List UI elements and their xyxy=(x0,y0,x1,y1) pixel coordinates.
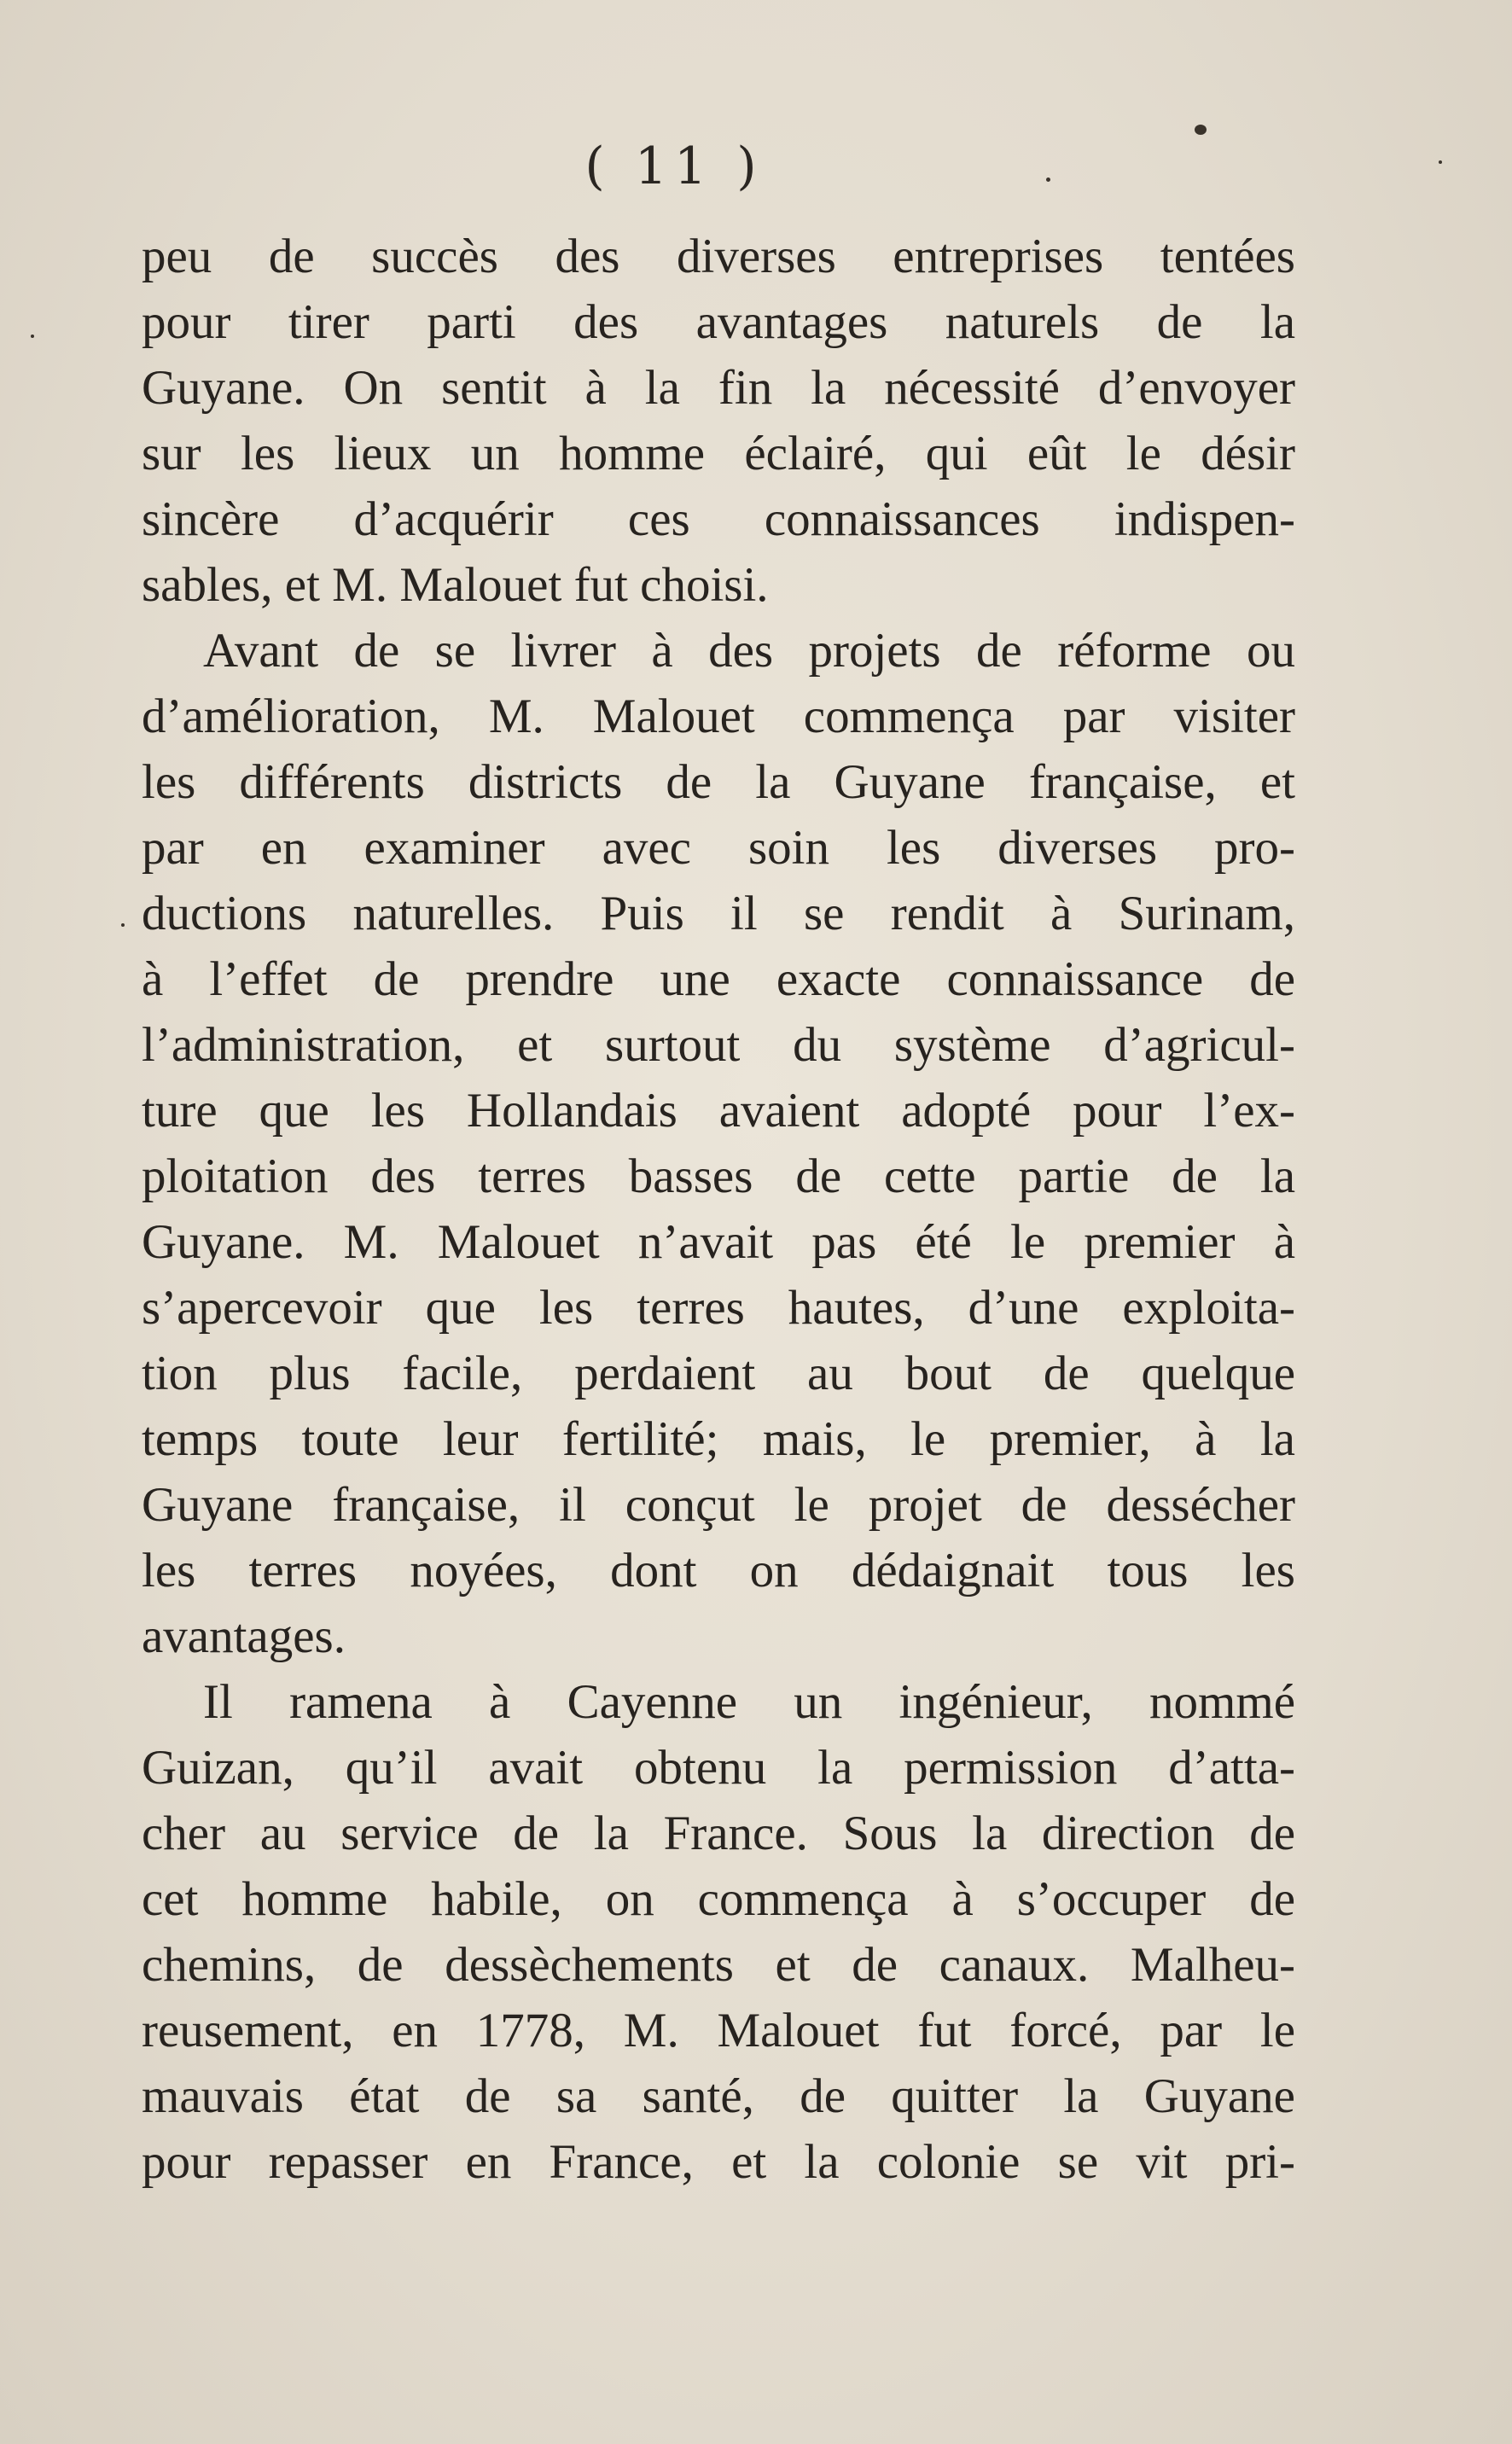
text-line: Il ramena à Cayenne un ingénieur, nommé xyxy=(203,1675,1295,1729)
text-line: Guyane. On sentit à la fin la nécessité d’envoyer xyxy=(142,361,1295,415)
text-line: tion plus facile, perdaient au bout de quelque xyxy=(142,1347,1295,1400)
ink-speck xyxy=(31,335,34,338)
text-line: ploitation des terres basses de cette partie de la xyxy=(142,1149,1295,1203)
text-line: ductions naturelles. Puis il se rendit à Surinam, xyxy=(142,887,1295,940)
text-line: s’apercevoir que les terres hautes, d’une exploita- xyxy=(142,1281,1295,1335)
page-number: ( 11 ) xyxy=(584,137,764,196)
ink-speck xyxy=(121,923,125,927)
text-line: Guizan, qu’il avait obtenu la permission d’atta- xyxy=(142,1741,1295,1795)
text-line: pour tirer parti des avantages naturels de la xyxy=(142,295,1295,349)
text-line: temps toute leur fertilité; mais, le premier, à la xyxy=(142,1412,1295,1466)
text-line: avantages. xyxy=(142,1609,346,1663)
text-line: peu de succès des diverses entreprises tentées xyxy=(142,230,1295,283)
text-line: sur les lieux un homme éclairé, qui eût le désir xyxy=(142,427,1295,480)
paragraph-2 xyxy=(142,618,1295,1669)
text-line: à l’effet de prendre une exacte connaissance de xyxy=(142,952,1295,1006)
text-line: par en examiner avec soin les diverses pro- xyxy=(142,821,1295,875)
ink-speck xyxy=(1439,160,1442,164)
text-line: cet homme habile, on commença à s’occuper de xyxy=(142,1872,1295,1926)
text-line: pour repasser en France, et la colonie se vit pri- xyxy=(142,2135,1295,2189)
ink-speck xyxy=(1195,125,1207,135)
paragraph-1 xyxy=(142,224,1295,618)
text-line: ture que les Hollandais avaient adopté pour l’ex- xyxy=(142,1084,1295,1138)
text-line: les terres noyées, dont on dédaignait tous les xyxy=(142,1544,1295,1597)
text-line: Avant de se livrer à des projets de réforme ou xyxy=(203,624,1295,678)
text-line: d’amélioration, M. Malouet commença par visiter xyxy=(142,690,1295,743)
text-line: sables, et M. Malouet fut choisi. xyxy=(142,558,769,612)
text-line: l’administration, et surtout du système d’agricul- xyxy=(142,1018,1295,1072)
text-line: les différents districts de la Guyane française, et xyxy=(142,755,1295,809)
text-line: Guyane. M. Malouet n’avait pas été le premier à xyxy=(142,1215,1295,1269)
text-line: Guyane française, il conçut le projet de dessécher xyxy=(142,1478,1295,1532)
body-text xyxy=(142,224,1295,2195)
text-line: reusement, en 1778, M. Malouet fut forcé, par le xyxy=(142,2004,1295,2057)
text-line: sincère d’acquérir ces connaissances indispen- xyxy=(142,492,1295,546)
paragraph-3 xyxy=(142,1669,1295,2195)
text-line: cher au service de la France. Sous la direction de xyxy=(142,1807,1295,1860)
text-line: mauvais état de sa santé, de quitter la Guyane xyxy=(142,2069,1295,2123)
text-line: chemins, de dessèchements et de canaux. Malheu- xyxy=(142,1938,1295,1992)
